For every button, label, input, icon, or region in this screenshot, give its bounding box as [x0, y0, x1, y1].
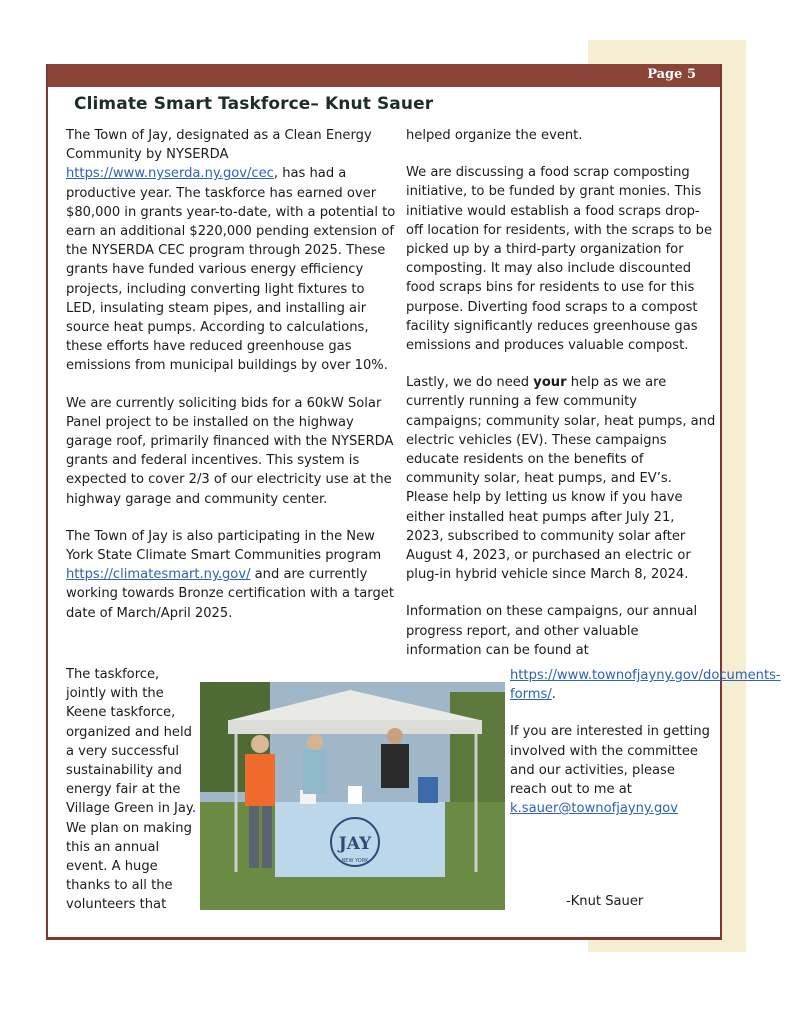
right-column — [406, 126, 716, 660]
emphasis-your: your — [533, 375, 567, 391]
paragraph-continued: helped organize the event. — [406, 128, 583, 143]
page-number: Page 5 — [647, 67, 696, 82]
climatesmart-link[interactable]: https://climatesmart.ny.gov/ — [66, 567, 251, 583]
paragraph-campaigns: Lastly, we do need your help as we are currently running a few community campaigns; community solar, heat pumps, and electric vehicles (EV). These campaigns educate residents on the benefits of community solar, heat pumps, and EV’s. Please help by letting us know if you have either installed heat pumps after July 21, 2023, subscribed to community solar after August 4, 2023, or purchased an electric or plug-in hybrid vehicle since March 8, 2024. — [406, 375, 716, 583]
header-band — [48, 64, 720, 87]
photo-banner-subtext: NEW YORK — [341, 858, 369, 864]
paragraph-climate-smart: The Town of Jay is also participating in the New York State Climate Smart Communities program https://climatesmart.ny.gov/ and are currently working towards Bronze certification with a target date of March/April 2025. — [66, 528, 394, 621]
paragraph-contact: If you are interested in getting involved with the committee and our activities, please reach out to me at k.sauer@townofjayny.gov — [510, 724, 710, 817]
townofjay-link[interactable]: https://www.townofjayny.gov/documents-forms/ — [510, 668, 781, 703]
email-link[interactable]: k.sauer@townofjayny.gov — [510, 801, 679, 817]
paragraph-energy-fair: The taskforce, jointly with the Keene taskforce, organized and held a very successful sustainability and energy fair at the Village Green in Jay. We plan on making this an annual event. A huge thanks to all the volunteers that — [66, 667, 196, 913]
photo-banner-logo-text: JAY — [338, 834, 372, 854]
paragraph-solar: We are currently soliciting bids for a 60kW Solar Panel project to be installed on the highway garage roof, primarily financed with the NYSERDA grants and federal incentives. This system is expected to cover 2/3 of our electricity use at the highway garage and community center. — [66, 395, 394, 507]
page-frame — [46, 64, 781, 940]
nyserda-link[interactable]: https://www.nyserda.ny.gov/cec — [66, 166, 274, 182]
photo-illustration — [200, 682, 505, 910]
left-column — [66, 126, 396, 641]
energy-fair-photo — [200, 682, 505, 910]
paragraph-info-intro: Information on these campaigns, our annual progress report, and other valuable information can be found at — [406, 604, 698, 658]
signature: -Knut Sauer — [566, 894, 644, 909]
paragraph-intro: The Town of Jay, designated as a Clean Energy Community by NYSERDA https://www.nyserda.ny.gov/cec, has had a productive year. The taskforce has earned over $80,000 in grants year-to-date, with a potential to earn an additional $220,000 pending extension of the NYSERDA CEC program through 2025. These grants have funded various energy efficiency projects, including converting light fixtures to LED, insulating steam pipes, and installing air source heat pumps. According to calculations, these efforts have reduced greenhouse gas emissions from municipal buildings by over 10%. — [66, 128, 396, 374]
paragraph-composting: We are discussing a food scrap composting initiative, to be funded by grant monies. This initiative would establish a food scraps drop-off location for residents, with the scraps to be picked up by a third-party organization for composting. It may also include discounted food scraps bins for residents to use for this purpose. Diverting food scraps to a compost facility significantly reduces greenhouse gas emissions and produces valuable compost. — [406, 165, 713, 354]
right-lower-column — [510, 666, 781, 818]
article-title: Climate Smart Taskforce– Knut Sauer — [74, 94, 434, 114]
paragraph-info-link: https://www.townofjayny.gov/documents-forms/. — [510, 668, 781, 703]
